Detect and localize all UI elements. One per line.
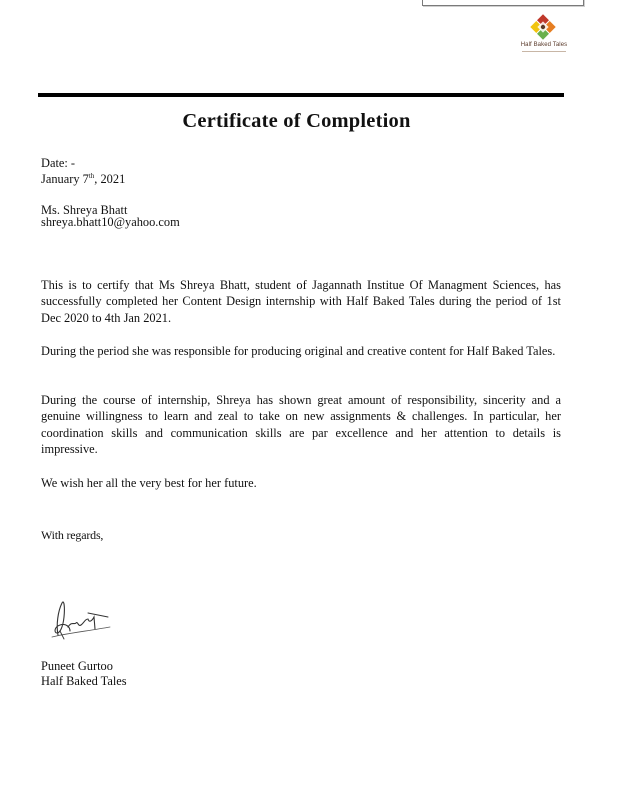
body-paragraph-responsibility: During the period she was responsible for producing original and creative content for Half Baked Tales. <box>41 344 556 358</box>
header-rule <box>38 93 564 97</box>
header-box-edge <box>422 0 584 6</box>
recipient-email: shreya.bhatt10@yahoo.com <box>41 215 180 229</box>
body-paragraph-performance: During the course of internship, Shreya has shown great amount of responsibility, sincerity and a genuine willingness to learn and zeal to take on new assignments & challenges. In particular, her coordination skills and communication skills are par excellence and her attention to details is impressive. <box>41 393 561 457</box>
signature-image <box>48 597 114 643</box>
date-label: Date: - <box>41 156 76 170</box>
page-title: Certificate of Completion <box>182 110 411 132</box>
logo-icon <box>528 14 558 42</box>
date-suffix: th <box>88 172 95 180</box>
signer-name: Puneet Gurtoo <box>41 659 113 673</box>
date-month-day: January 7 <box>41 172 89 186</box>
body-paragraph-wishes: We wish her all the very best for her future. <box>41 476 257 490</box>
closing-text: With regards, <box>41 528 104 542</box>
date-year: , 2021 <box>94 172 126 186</box>
date-value <box>41 171 125 187</box>
signer-organization: Half Baked Tales <box>41 674 127 688</box>
recipient-name: Ms. Shreya Bhatt <box>41 203 128 217</box>
logo-text: Half Baked Tales <box>520 42 568 48</box>
body-paragraph-certify: This is to certify that Ms Shreya Bhatt, student of Jagannath Institue Of Managment Sciences, has successfully completed her Content Design internship with Half Baked Tales during the period of 1st Dec 2020 to 4th Jan 2021. <box>41 278 561 325</box>
company-logo <box>514 14 574 58</box>
logo-underline <box>522 51 566 52</box>
